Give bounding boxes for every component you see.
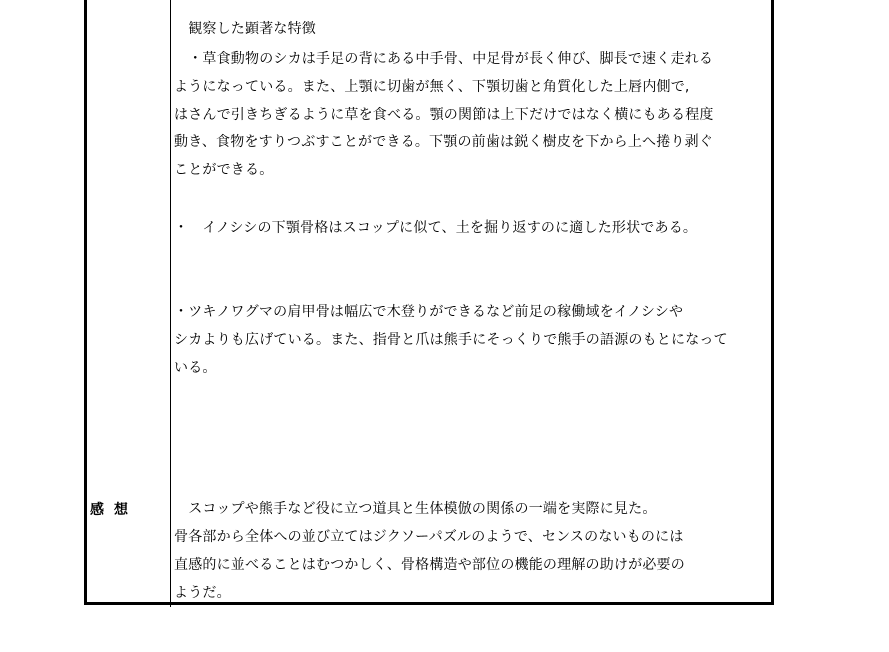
bear-text-line-3: いる。 bbox=[174, 360, 217, 376]
impression-text-line-1: スコップや熊手など役に立つ道具と生体模倣の関係の一端を実際に見た。 bbox=[174, 501, 657, 517]
deer-text-line-5: ことができる。 bbox=[174, 162, 274, 178]
deer-text-line-3: はさんで引きちぎるように草を食べる。顎の関節は上下だけではなく横にもある程度 bbox=[174, 107, 714, 123]
impression-text-line-2: 骨各部から全体への並び立てはジクソーパズルのようで、センスのないものには bbox=[174, 529, 684, 545]
bear-text-line-2: シカよりも広げている。また、指骨と爪は熊手にそっくりで熊手の語源のもとになって bbox=[174, 332, 728, 348]
column-divider bbox=[170, 0, 171, 607]
boar-text-line-1: ・ イノシシの下顎骨格はスコップに似て、土を掘り返すのに適した形状である。 bbox=[174, 220, 698, 236]
observation-heading: 観察した顕著な特徴 bbox=[174, 21, 316, 37]
bear-text-line-1: ・ツキノワグマの肩甲骨は幅広で木登りができるなど前足の稼働域をイノシシや bbox=[174, 304, 684, 320]
deer-text-line-4: 動き、食物をすりつぶすことができる。下顎の前歯は鋭く樹皮を下から上へ捲り剥ぐ bbox=[174, 134, 714, 150]
impression-text-line-3: 直感的に並べることはむつかしく、骨格構造や部位の機能の理解の助けが必要の bbox=[174, 557, 685, 573]
impressions-label: 感想 bbox=[90, 502, 138, 518]
deer-text-line-2: ようになっている。また、上顎に切歯が無く、下顎切歯と角質化した上唇内側で, bbox=[174, 79, 690, 95]
impression-text-line-4: ようだ。 bbox=[174, 585, 231, 601]
deer-text-line-1: ・草食動物のシカは手足の背にある中手骨、中足骨が長く伸び、脚長で速く走れる bbox=[174, 51, 714, 67]
